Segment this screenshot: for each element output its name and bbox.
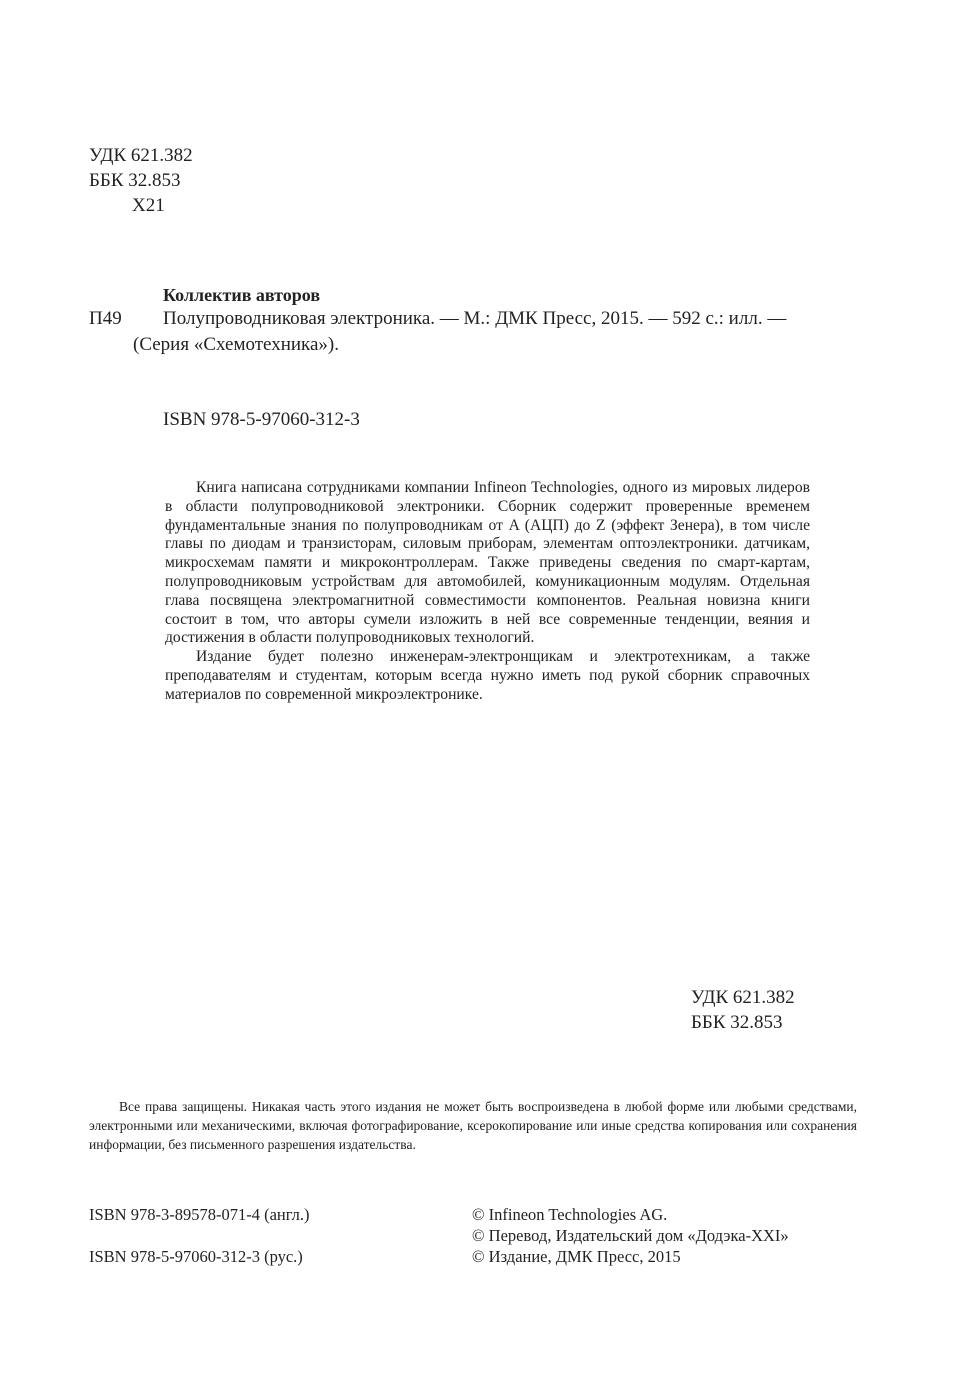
isbn-russian: ISBN 978-5-97060-312-3 (рус.) [89, 1247, 303, 1266]
copyright-translation: © Перевод, Издательский дом «Додэка-XXI» [472, 1226, 789, 1245]
annotation-paragraph: Книга написана сотрудниками компании Infineon Technologies, одного из мировых лидеров в области полупроводниковой электроники. Сборник содержит проверенные временем фундаментальные знания по полупроводникам от A (АЦП) до Z (эффект Зенера), в том числе главы по диодам и транзисторам, силовым приборам, элементам оптоэлектроники. датчикам, микросхемам памяти и микроконтроллерам. Также приведены сведения по смарт-картам, полупроводниковым устройствам для автомобилей, комуникационным модулям. Отдельная глава посвящена электромагнитной совместимости компонентов. Реальная новизна книги состоит в том, что авторы сумели изложить в ней все современные тенденции, веяния и достижения в области полупроводниковых технологий. [165, 479, 810, 647]
rights-notice: Все права защищены. Никакая часть этого издания не может быть воспроизведена в любой форме или любыми средствами, электронными или механическими, включая фотографирование, ксерокопирование или иные средства копирования или сохранения информации, без письменного разрешения издательства. [89, 1099, 857, 1152]
bbk-code: ББК 32.853 [89, 170, 181, 191]
author-sign-code: П49 [89, 308, 122, 329]
annotation-paragraph: Издание будет полезно инженерам-электронщикам и электротехникам, а также преподавателям и студентам, которым всегда нужно иметь под рукой сборник справочных материалов по современной микроэлектронике. [165, 648, 810, 703]
classification-block-bottom [691, 985, 795, 1035]
authors-heading: Коллектив авторов [163, 285, 321, 305]
udk-code: УДК 621.382 [691, 987, 795, 1008]
bbk-code: ББК 32.853 [691, 1012, 783, 1033]
classification-block-top [89, 143, 193, 218]
udk-code: УДК 621.382 [89, 145, 193, 166]
copyright-original: © Infineon Technologies AG. [472, 1205, 668, 1224]
bibliographic-entry: Полупроводниковая электроника. — М.: ДМК Пресс, 2015. — 592 с.: илл. — [163, 308, 787, 329]
isbn-english: ISBN 978-3-89578-071-4 (англ.) [89, 1205, 310, 1224]
annotation [165, 479, 810, 705]
copyright-edition: © Издание, ДМК Пресс, 2015 [472, 1247, 681, 1266]
bibliographic-entry-continuation: (Серия «Схемотехника»). [133, 334, 340, 355]
isbn-list [89, 1204, 310, 1267]
copyright-list [472, 1204, 789, 1267]
author-mark: Х21 [132, 195, 165, 216]
isbn-main: ISBN 978-5-97060-312-3 [163, 409, 360, 430]
